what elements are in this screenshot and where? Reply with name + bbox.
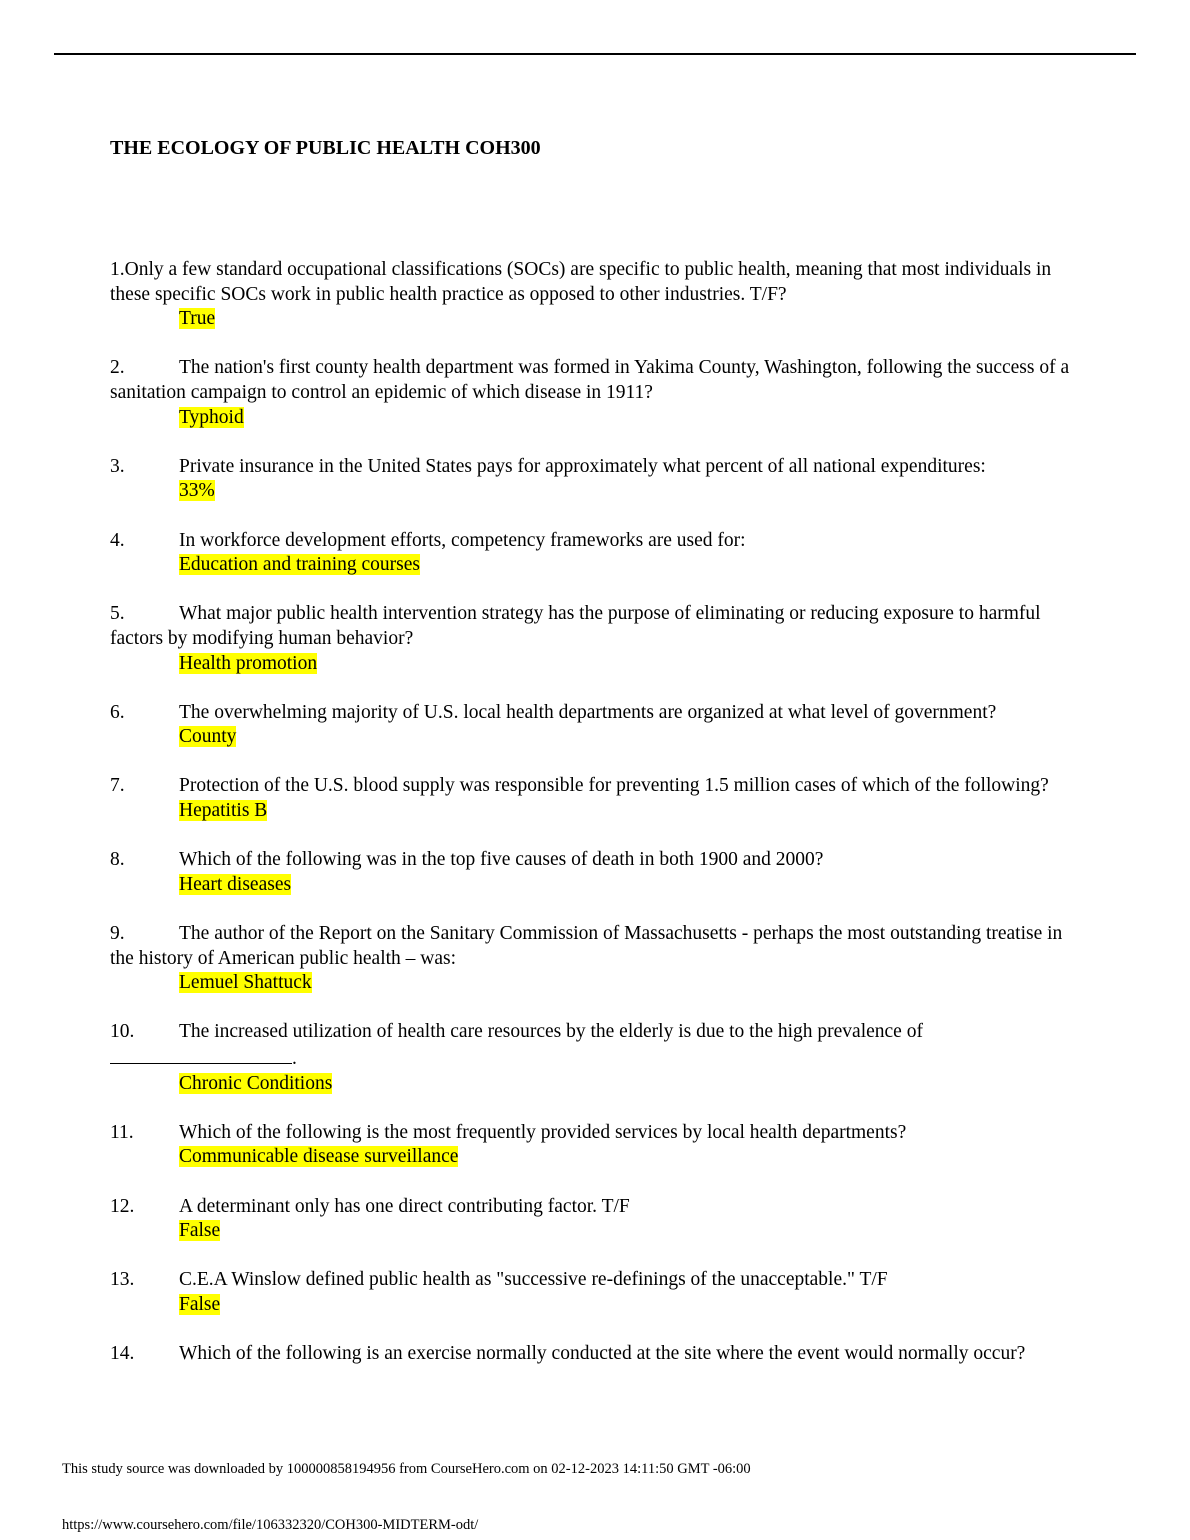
question-number: 4. [110,529,125,551]
question-text: The author of the Report on the Sanitary Commission of Massachusetts - perhaps the most outstanding treatise in the history of American public health – was: [110,923,1063,969]
question-list [110,258,1085,1391]
question-3 [110,455,1085,504]
question-number: 5. [110,603,125,625]
download-source-note: This study source was downloaded by 100000858194956 from CourseHero.com on 02-12-2023 14:11:50 GMT -06:00 [62,1461,751,1477]
question-1 [110,258,1085,332]
answer-highlight: Lemuel Shattuck [179,972,312,994]
question-8 [110,848,1085,897]
question-number: 8. [110,849,125,871]
question-text: What major public health intervention strategy has the purpose of eliminating or reducing exposure to harmful factors by modifying human behavior? [110,603,1041,649]
top-rule [54,53,1136,55]
question-10: 10. The increased utilization of health care resources by the elderly is due to the high prevalence of . Chronic Conditions [110,1021,923,1094]
question-number: 7. [110,775,125,797]
question-text: Which of the following is the most frequently provided services by local health departments? [179,1121,907,1143]
question-5 [110,602,1085,676]
question-number: 6. [110,701,125,723]
question-number: 11. [110,1121,134,1143]
question-9 [110,922,1085,996]
answer-highlight: False [179,1220,221,1242]
answer-highlight: True [179,308,216,330]
question-text: The nation's first county health department was formed in Yakima County, Washington, following the success of a sanitation campaign to control an epidemic of which disease in 1911? [110,357,1070,403]
question-text: 1.Only a few standard occupational classifications (SOCs) are specific to public health, meaning that most individuals in these specific SOCs work in public health practice as opposed to other industries. T/F? [110,259,1052,305]
question-number: 14. [110,1343,135,1365]
question-number: 9. [110,923,125,945]
question-14 [110,1342,1085,1367]
question-text: The increased utilization of health care resources by the elderly is due to the high prevalence of [179,1021,923,1043]
answer-highlight: Communicable disease surveillance [179,1146,459,1168]
question-text: A determinant only has one direct contributing factor. T/F [179,1195,630,1217]
fill-in-blank [110,1045,292,1064]
question-2 [110,356,1085,430]
question-13 [110,1268,1085,1317]
answer-highlight: Chronic Conditions [179,1072,333,1094]
question-text: Which of the following is an exercise normally conducted at the site where the event would normally occur? [179,1343,1026,1365]
question-text: Protection of the U.S. blood supply was responsible for preventing 1.5 million cases of which of the following? [179,775,1049,797]
question-12 [110,1195,1085,1244]
answer-highlight: 33% [179,480,215,502]
answer-highlight: Health promotion [179,652,318,674]
answer-highlight: County [179,726,237,748]
answer-highlight: Hepatitis B [179,800,268,822]
answer-highlight: False [179,1293,221,1315]
answer-highlight: Typhoid [179,406,244,428]
question-11 [110,1121,1085,1170]
question-text: Which of the following was in the top five causes of death in both 1900 and 2000? [179,849,824,871]
question-4 [110,529,1085,578]
question-text: In workforce development efforts, competency frameworks are used for: [179,529,746,551]
source-url-link[interactable]: https://www.coursehero.com/file/106332320/COH300-MIDTERM-odt/ [62,1517,479,1533]
question-number: 2. [110,357,125,379]
question-number: 12. [110,1195,135,1217]
question-number: 3. [110,455,125,477]
answer-highlight: Heart diseases [179,873,292,895]
question-text: C.E.A Winslow defined public health as "successive re-definings of the unacceptable." T/F [179,1269,888,1291]
question-number: 10. [110,1021,135,1043]
question-7 [110,774,1085,823]
question-number: 13. [110,1269,135,1291]
answer-highlight: Education and training courses [179,554,420,576]
document-title: THE ECOLOGY OF PUBLIC HEALTH COH300 [110,137,541,159]
question-text: The overwhelming majority of U.S. local health departments are organized at what level of government? [179,701,997,723]
question-text: Private insurance in the United States pays for approximately what percent of all national expenditures: [179,455,986,477]
question-6 [110,701,1085,750]
